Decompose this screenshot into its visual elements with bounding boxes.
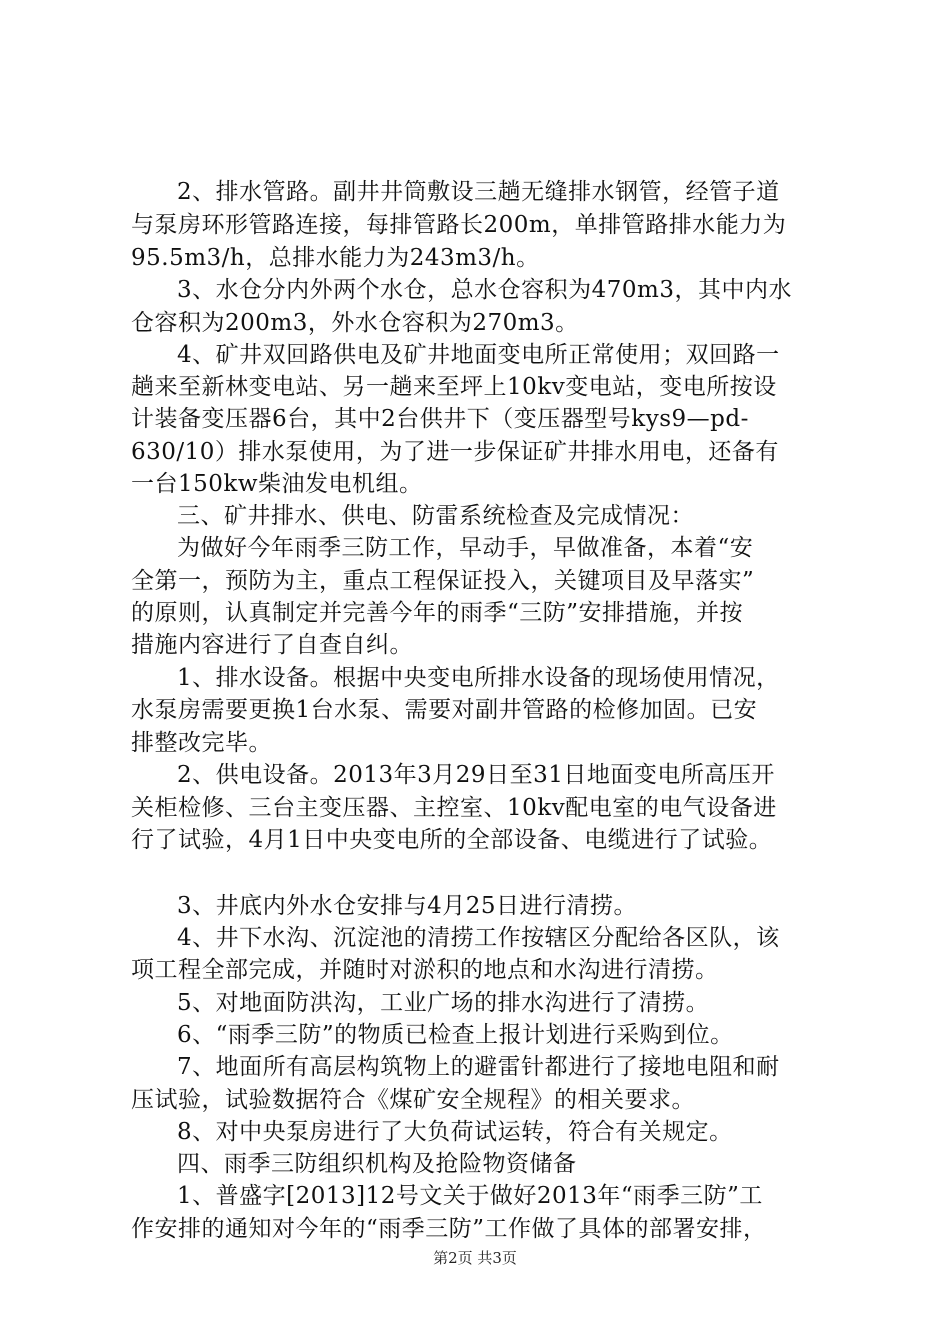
text-line: 1、普盛字[2013]12号文关于做好2013年“雨季三防”工 — [177, 1183, 763, 1209]
text-line: 为做好今年雨季三防工作，早动手，早做准备，本着“安 — [177, 535, 754, 561]
text-line: 4、井下水沟、沉淀池的清捞工作按辖区分配给各区队，该 — [177, 925, 780, 951]
text-line: 行了试验，4月1日中央变电所的全部设备、电缆进行了试验。 — [131, 827, 773, 853]
text-line: 3、井底内外水仓安排与4月25日进行清捞。 — [177, 893, 638, 919]
text-line: 3、水仓分内外两个水仓，总水仓容积为470m3，其中内水 — [177, 277, 792, 303]
text-line: 作安排的通知对今年的“雨季三防”工作做了具体的部署安排， — [131, 1216, 767, 1242]
text-line: 趟来至新林变电站、另一趟来至坪上10kv变电站，变电所按设 — [131, 374, 777, 400]
text-line: 630/10）排水泵使用，为了进一步保证矿井排水用电，还备有 — [131, 439, 779, 465]
text-line: 的原则，认真制定并完善今年的雨季“三防”安排措施，并按 — [131, 600, 744, 626]
text-line: 措施内容进行了自查自纠。 — [131, 632, 413, 658]
text-line: 8、对中央泵房进行了大负荷试运转，符合有关规定。 — [177, 1119, 733, 1145]
text-line: 全第一，预防为主，重点工程保证投入，关键项目及早落实” — [131, 568, 755, 594]
text-line: 仓容积为200m3，外水仓容积为270m3。 — [131, 310, 579, 336]
text-line: 2、供电设备。2013年3月29日至31日地面变电所高压开 — [177, 762, 775, 788]
text-line: 2、排水管路。副井井筒敷设三趟无缝排水钢管，经管子道 — [177, 179, 780, 205]
text-line: 与泵房环形管路连接，每排管路长200m，单排管路排水能力为 — [131, 212, 787, 238]
text-line: 6、“雨季三防”的物质已检查上报计划进行采购到位。 — [177, 1022, 734, 1048]
text-line: 水泵房需要更换1台水泵、需要对副井管路的检修加固。已安 — [131, 697, 758, 723]
text-line: 排整改完毕。 — [131, 730, 272, 756]
text-line: 1、排水设备。根据中央变电所排水设备的现场使用情况， — [177, 665, 780, 691]
text-line: 4、矿井双回路供电及矿井地面变电所正常使用；双回路一 — [177, 342, 780, 368]
text-line: 5、对地面防洪沟，工业广场的排水沟进行了清捞。 — [177, 990, 710, 1016]
text-line: 7、地面所有高层构筑物上的避雷针都进行了接地电阻和耐 — [177, 1054, 780, 1080]
text-line: 项工程全部完成，并随时对淤积的地点和水沟进行清捞。 — [131, 957, 719, 983]
text-line: 95.5m3/h，总排水能力为243m3/h。 — [131, 245, 540, 271]
page-footer: 第2页 共3页 — [433, 1249, 517, 1267]
text-line: 一台150kw柴油发电机组。 — [131, 471, 423, 497]
section-heading: 三、矿井排水、供电、防雷系统检查及完成情况： — [177, 503, 694, 529]
text-line: 压试验，试验数据符合《煤矿安全规程》的相关要求。 — [131, 1087, 695, 1113]
text-line: 关柜检修、三台主变压器、主控室、10kv配电室的电气设备进 — [131, 795, 777, 821]
text-line: 计装备变压器6台，其中2台供井下（变压器型号kys9—pd- — [131, 406, 749, 432]
section-heading: 四、雨季三防组织机构及抢险物资储备 — [177, 1151, 577, 1177]
